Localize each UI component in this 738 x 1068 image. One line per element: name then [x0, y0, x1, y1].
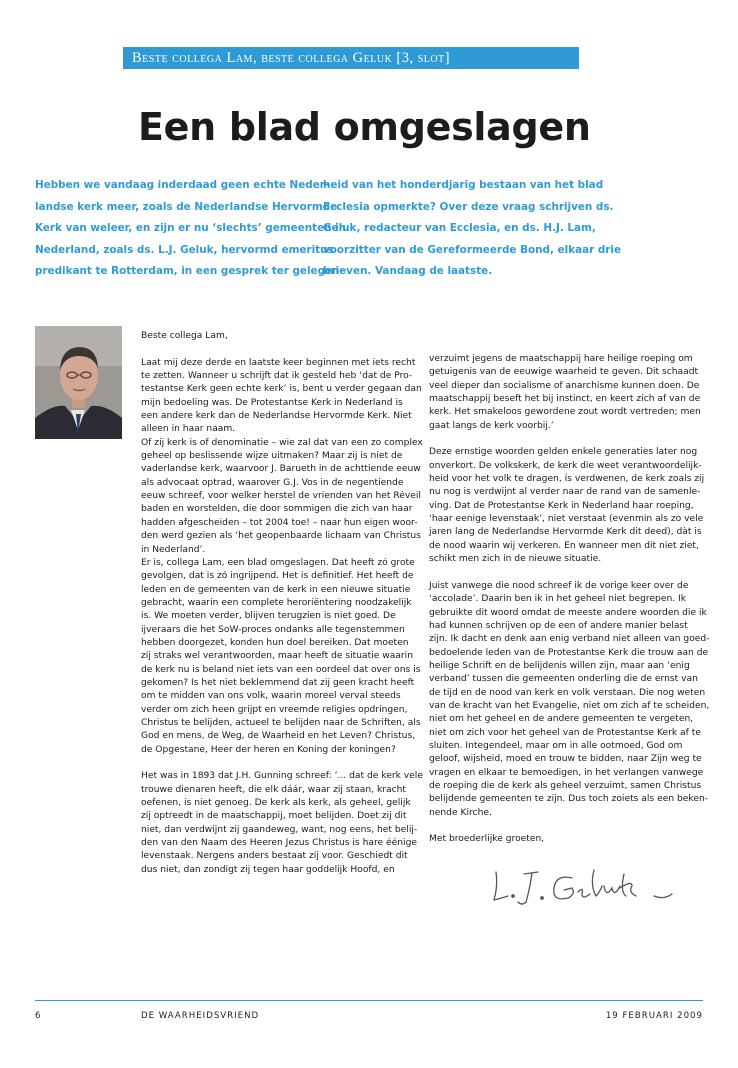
letter-line: veel dieper dan socialisme of anarchisme kunnen doen. De: [429, 380, 700, 391]
letter-line: levenstaak. Nergens anders bestaat zij voor. Geschiedt dit: [141, 851, 408, 862]
letter-line: niet om het geheel en de andere gemeenten te vergeten,: [429, 714, 694, 725]
letter-line: belijdende gemeenten te zijn. Dus toch zoiets als een beken-: [429, 794, 709, 805]
intro-line: Ecclesia opmerkte? Over deze vraag schrijven ds.: [323, 200, 614, 213]
letter-line: trouwe dienaren heeft, die elk dáár, waar zij staan, kracht: [141, 784, 406, 795]
intro-line: landse kerk meer, zoals de Nederlandse Hervormde: [35, 200, 338, 213]
letter-line: om te midden van ons volk, waarin moreel verval steeds: [141, 691, 401, 702]
letter-line: ‘haar eenige levenstaak’, niet verstaat (evenmin als zo vele: [429, 514, 704, 525]
letter-line: eeuw schreef, voor welker herstel de vrienden van het Réveil: [141, 491, 421, 502]
footer-divider: [35, 1000, 703, 1001]
letter-line: gebruikte dit woord omdat de meeste andere woorden die ik: [429, 607, 707, 618]
signature-graphic: [486, 856, 706, 916]
intro-left-column: [35, 175, 347, 283]
letter-line: den werd gezien als ‘het geopenbaarde lichaam van Christus: [141, 531, 421, 542]
letter-line: ‘accolade’. Daarin ben ik in het geheel niet begrepen. Ik: [429, 594, 687, 605]
letter-line: Het was in 1893 dat J.H. Gunning schreef: ‘... dat de kerk vele: [141, 771, 423, 782]
letter-line: kerk. Het smakeloos gewordene zout wordt vertreden; men: [429, 407, 701, 418]
letter-line: had kunnen schrijven op de een of andere manier belast: [429, 620, 688, 631]
letter-line: Of zij kerk is of denominatie – wie zal dat van een zo complex: [141, 437, 423, 448]
letter-line: jaren lang de Nederlandse Hervormde Kerk dit deed), dàt is: [429, 527, 702, 538]
letter-line: getuigenis van de eeuwige waarheid te geven. Dit schaadt: [429, 367, 699, 378]
intro-line: heid van het honderdjarig bestaan van het blad: [323, 179, 604, 191]
letter-line: gekomen? Is het niet beklemmend dat zij geen kracht heeft: [141, 677, 415, 688]
letter-line: mijn bedoeling was. De Protestantse Kerk in Nederland is: [141, 397, 403, 408]
letter-paragraph-block: [141, 357, 423, 757]
letter-line: te zetten. Wanneer u schrijft dat ik gesteld heb ‘dat de Pro-: [141, 371, 413, 382]
letter-line: zij optreedt in de maatschappij, moet belijden. Doet zij dit: [141, 811, 407, 822]
letter-line: Christus te belijden, actueel te belijden naar de Schriften, als: [141, 717, 421, 728]
letter-line: zij straks wel verantwoorden, maar heeft de situatie waarin: [141, 651, 413, 662]
page-number: 6: [35, 1011, 41, 1021]
letter-line: vaderlandse kerk, waarvoor J. Barueth in de achttiende eeuw: [141, 464, 421, 475]
letter-line: onverkort. De volkskerk, de kerk die weet verantwoordelijk-: [429, 460, 702, 471]
letter-line: verzuimt jegens de maatschappij hare heilige roeping om: [429, 354, 693, 364]
letter-line: is. We moeten verder, blijven terugzien is niet goed. De: [141, 611, 396, 622]
letter-salutation: Beste collega Lam,: [141, 331, 228, 341]
paragraph-gap: [429, 433, 709, 446]
portrait-illustration: [35, 326, 122, 439]
letter-line: gaat langs de kerk voorbij.’: [429, 420, 554, 431]
intro-line: predikant te Rotterdam, in een gesprek ter gelegen-: [35, 265, 344, 277]
intro-line: Nederland, zoals ds. L.J. Geluk, hervormd emeritus: [35, 243, 334, 256]
paragraph-gap: [429, 820, 709, 833]
letter-line: schikt men zich in de nieuwe situatie.: [429, 554, 602, 565]
letter-line: nu nog is verdwijnt al verder naar de rand van de samenle-: [429, 487, 701, 498]
letter-line: de Opgestane, Heer der heren en Koning der koningen?: [141, 744, 396, 755]
letter-line: als advocaat optrad, waarover G.J. Vos in de negentiende: [141, 477, 404, 488]
letter-line: ving. Dat de Protestantse Kerk in Nederland haar roeping,: [429, 500, 694, 511]
letter-line: een andere kerk dan de Nederlandse Hervormde Kerk. Niet: [141, 411, 412, 422]
letter-line: geheel op beslissende wijze uitmaken? Maar zij is niet de: [141, 451, 403, 462]
intro-line: Geluk, redacteur van Ecclesia, en ds. H.J. Lam,: [323, 222, 596, 234]
author-portrait: [35, 326, 122, 439]
letter-line: geloof, wijsheid, moed en trouw te bidden, naar Zijn weg te: [429, 754, 702, 765]
series-banner: Beste collega Lam, beste collega Geluk [3, slot]: [123, 47, 579, 69]
letter-line: gevolgen, dat is zó ingrijpend. Het is definitief. Het heeft de: [141, 571, 414, 582]
publication-name: DE WAARHEIDSVRIEND: [141, 1011, 260, 1021]
letter-line: bedoelende leden van de Protestantse Kerk die trouw aan de: [429, 647, 709, 658]
article-headline: Een blad omgeslagen: [138, 105, 591, 149]
letter-line: verband’ tussen die gemeenten onderling die de ernst van: [429, 674, 698, 685]
letter-closing: Met broederlijke groeten,: [429, 834, 545, 845]
letter-line: zijn. Ik dacht en denk aan enig verband niet alleen van goed-: [429, 634, 710, 645]
letter-paragraph-block: [429, 353, 709, 433]
intro-line: voorzitter van de Gereformeerde Bond, elkaar drie: [323, 243, 622, 256]
intro-right-column: [323, 175, 622, 283]
intro-line: Kerk van weleer, en zijn er nu ‘slechts’ gemeenten in: [35, 222, 347, 234]
intro-line: brieven. Vandaag de laatste.: [323, 265, 493, 277]
letter-line: Laat mij deze derde en laatste keer beginnen met iets recht: [141, 357, 416, 368]
letter-line: nende Kirche.: [429, 807, 492, 818]
letter-paragraph-block: [141, 770, 423, 877]
letter-line: niet om zich voor het geheel van de Protestantse Kerk af te: [429, 727, 701, 738]
letter-line: Juist vanwege die nood schreef ik de vorige keer over de: [429, 580, 689, 591]
letter-line: hadden afgescheiden – tot 2004 toe! – naar hun eigen woor-: [141, 517, 418, 528]
intro-line: Hebben we vandaag inderdaad geen echte Neder-: [35, 179, 330, 191]
letter-line: niet, dan verdwijnt zij gaandeweg, want, nog eens, het belij-: [141, 824, 418, 835]
letter-line: alleen in haar naam.: [141, 424, 236, 435]
letter-line: oefenen, is niet genoeg. De kerk als kerk, als geheel, gelijk: [141, 798, 411, 809]
letter-line: ijveraars die het SoW-proces ondanks alle tegenstemmen: [141, 624, 405, 635]
letter-line: maatschappij beseft het bij instinct, en keert zich af van de: [429, 394, 701, 405]
letter-line: God en mens, de Weg, de Waarheid en het Leven? Christus,: [141, 731, 416, 742]
letter-paragraph-block: [429, 580, 709, 820]
letter-line: baden en worstelden, die door sommigen die zich van haar: [141, 504, 413, 515]
letter-line: vragen en elkaar te bemoedigen, in het verlangen vanwege: [429, 767, 704, 778]
letter-right-column: [429, 353, 709, 847]
letter-line: hebben doorgezet, konden hun doel bereiken. Dat moeten: [141, 637, 409, 648]
issue-date: 19 FEBRUARI 2009: [605, 1011, 703, 1021]
letter-line: in Nederland’.: [141, 544, 206, 555]
paragraph-gap: [141, 757, 413, 770]
letter-line: leden en de gemeenten van de kerk in een nieuwe situatie: [141, 584, 411, 595]
letter-line: de tijd en de nood van kerk en volk verstaan. Die nog weten: [429, 687, 706, 698]
letter-line: Deze ernstige woorden gelden enkele generaties later nog: [429, 447, 698, 458]
letter-line: Er is, collega Lam, een blad omgeslagen. Dat heeft zó grote: [141, 557, 415, 568]
letter-line: de roeping die de kerk als geheel verzuimt, samen Christus: [429, 781, 702, 791]
letter-line: verder om zich heen grijpt en vreemde religies opdringen,: [141, 704, 408, 715]
letter-paragraph-block: [429, 446, 709, 566]
letter-line: de kerk nu is beland niet iets van een oordeel dat over ons is: [141, 664, 421, 675]
paragraph-gap: [141, 343, 413, 356]
letter-line: heid voor het volk te dragen, ís verdwenen, de kerk zoals zij: [429, 474, 705, 485]
letter-left-column: [141, 330, 423, 877]
letter-line: gebracht, waarin een complete heroriëntering noodzakelijk: [141, 597, 412, 608]
letter-line: heilige Schrift en de belijdenis willen zijn, maar aan ‘enig: [429, 660, 690, 671]
letter-line: testantse Kerk geen echte kerk’ is, bent u verder gegaan dan: [141, 384, 422, 395]
letter-line: de nood waarin wij verkeren. En wanneer men dit niet ziet,: [429, 540, 699, 551]
letter-line: van de kracht van het Evangelie, niet om zich af te scheiden,: [429, 700, 710, 711]
letter-line: den van den Naam des Heeren Jezus Christus is hare éénige: [141, 838, 417, 849]
handwritten-signature: [486, 856, 706, 916]
letter-line: dus niet, dan zondigt zij tegen haar goddelijk Hoofd, en: [141, 864, 395, 875]
paragraph-gap: [429, 567, 709, 580]
letter-line: sluiten. Integendeel, maar om in alle ootmoed, God om: [429, 740, 683, 751]
